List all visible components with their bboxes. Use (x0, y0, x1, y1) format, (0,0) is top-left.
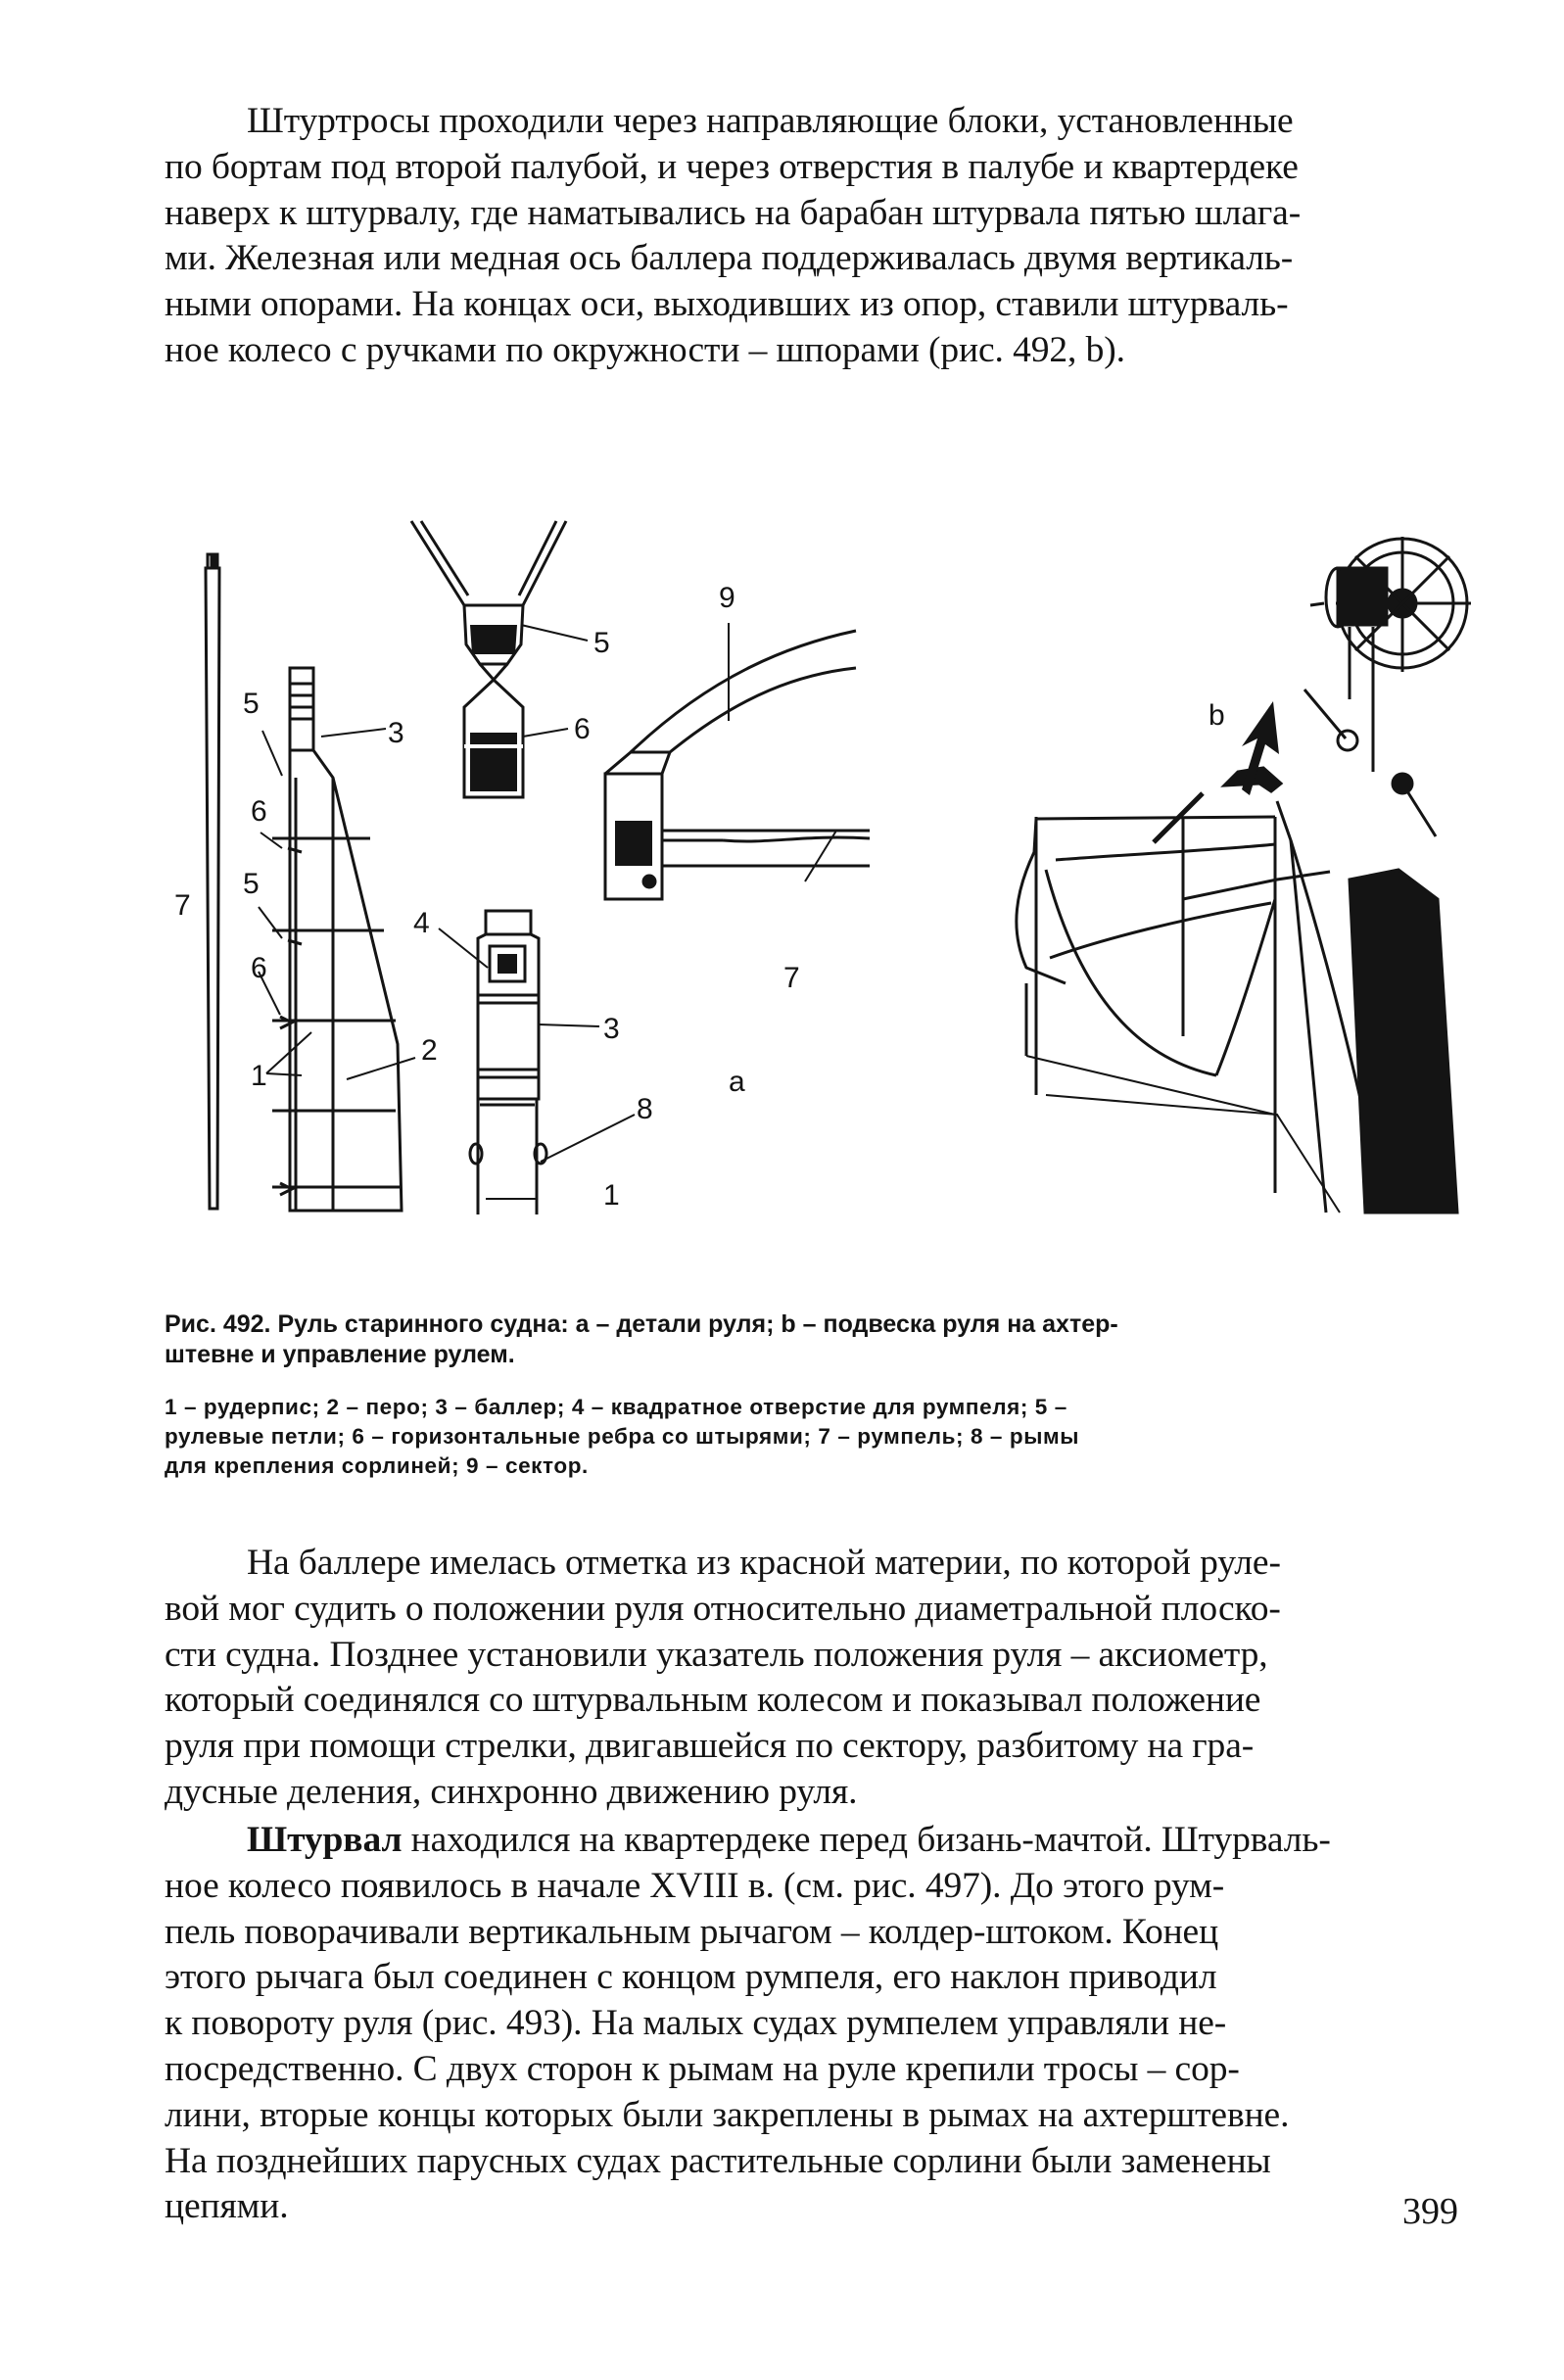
rudder-figure (165, 507, 1477, 1254)
page-number: 399 (1402, 2191, 1458, 2232)
text-line: к повороту руля (рис. 493). На малых судах румпелем управляли не- (165, 2003, 1227, 2044)
figure-label-2: 2 (421, 1034, 438, 1067)
sector-detail-drawing (605, 631, 870, 899)
rudder-drawing (272, 668, 402, 1211)
caption-line: штевне и управление рулем. (165, 1341, 515, 1368)
text-line: ми. Железная или медная ось баллера поддерживалась двумя вертикаль- (165, 238, 1294, 279)
figure-label-5-top: 5 (243, 688, 260, 720)
figure-label-5-mid: 5 (243, 868, 260, 900)
figure-label-b: b (1209, 699, 1225, 732)
text-line: ными опорами. На концах оси, выходивших из опор, ставили штурваль- (165, 284, 1289, 325)
paragraph-2 (165, 1541, 1477, 1816)
figure-label-7-left: 7 (174, 889, 191, 922)
term-shturval: Штурвал (247, 1820, 403, 1860)
figure-label-a: a (729, 1066, 745, 1098)
pintle-detail-drawing (411, 521, 566, 797)
text-line: На баллере имелась отметка из красной материи, по которой руле- (247, 1543, 1281, 1583)
figure-label-6-detail: 6 (574, 713, 591, 745)
figure-label-6-top: 6 (251, 795, 267, 828)
text-line: посредственно. С двух сторон к рымам на руле крепили тросы – сор- (165, 2048, 1240, 2089)
paragraph-1 (165, 99, 1477, 374)
tiller-drawing (206, 554, 219, 1209)
text-line: Штуртросы проходили через направляющие блоки, установленные (247, 101, 1294, 141)
legend-line: рулевые петли; 6 – горизонтальные ребра со штырями; 7 – румпель; 8 – рымы (165, 1424, 1080, 1449)
figure-label-5-detail: 5 (593, 627, 610, 659)
text-line (165, 1818, 1477, 1864)
text-line: пель поворачивали вертикальным рычагом – колдер-штоком. Конец (165, 1911, 1219, 1952)
figure-label-4: 4 (413, 907, 430, 939)
text-line: руля при помощи стрелки, двигавшейся по сектору, разбитому на гра- (165, 1726, 1255, 1767)
text-line-rest: находился на квартердеке перед бизань-мачтой. Штурваль- (402, 1820, 1331, 1860)
text-line: ное колесо появилось в начале XVIII в. (см. рис. 497). До этого рум- (165, 1865, 1225, 1906)
figure-legend (165, 1393, 1477, 1481)
figure-label-1-left: 1 (251, 1060, 267, 1092)
caption-line: Рис. 492. Руль старинного судна: а – детали руля; b – подвеска руля на ахтер- (165, 1310, 1118, 1338)
text-line: который соединялся со штурвальным колесом и показывал положение (165, 1680, 1261, 1721)
figure-label-8: 8 (637, 1093, 653, 1125)
text-line: ное колесо с ручками по окружности – шпорами (рис. 492, b). (165, 329, 1125, 370)
legend-line: для крепления сорлиней; 9 – сектор. (165, 1453, 589, 1478)
text-line: этого рычага был соединен с концом румпеля, его наклон приводил (165, 1957, 1217, 1998)
text-line: цепями. (165, 2186, 289, 2227)
figure-label-3-stock: 3 (603, 1013, 620, 1045)
paragraph-3 (165, 1818, 1477, 2230)
figure-label-7-sector: 7 (783, 962, 800, 994)
figure-label-3-left: 3 (388, 717, 404, 749)
figure-label-1-stock: 1 (603, 1179, 620, 1212)
text-line: по бортам под второй палубой, и через отверстия в палубе и квартердеке (165, 146, 1299, 187)
text-line: наверх к штурвалу, где наматывались на барабан штурвала пятью шлага- (165, 192, 1302, 233)
text-line: вой мог судить о положении руля относительно диаметральной плоско- (165, 1588, 1281, 1629)
rudder-stock-drawing (470, 911, 546, 1214)
text-line: дусные деления, синхронно движению руля. (165, 1771, 858, 1812)
legend-line: 1 – рудерпис; 2 – перо; 3 – баллер; 4 – квадратное отверстие для румпеля; 5 – (165, 1395, 1067, 1419)
steering-diagram-drawing (1017, 537, 1471, 1213)
figure-caption (165, 1309, 1477, 1370)
text-line: сти судна. Позднее установили указатель положения руля – аксиометр, (165, 1634, 1268, 1675)
text-line: лини, вторые концы которых были закреплены в рымах на ахтерштевне. (165, 2094, 1290, 2135)
text-line: На позднейших парусных судах растительные сорлини были заменены (165, 2140, 1271, 2181)
figure-label-6-mid: 6 (251, 952, 267, 984)
figure-label-9: 9 (719, 582, 735, 614)
